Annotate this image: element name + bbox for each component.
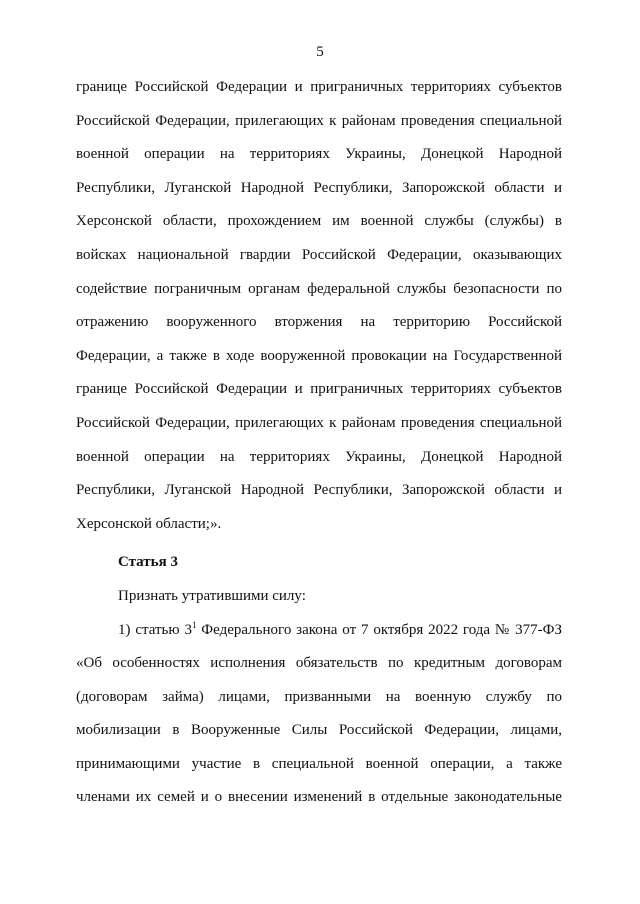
text-line: Российской Федерации, прилегающих к районам проведения специальной: [76, 112, 562, 129]
list-item-rest: Федерального закона от 7 октября 2022 года № 377-ФЗ: [196, 621, 562, 638]
article-heading: Статья 3: [118, 554, 178, 571]
text-line: (договорам займа) лицами, призванными на военную службу по: [76, 688, 562, 705]
text-line: содействие пограничным органам федеральной службы безопасности по: [76, 280, 562, 297]
text-line: отражению вооруженного вторжения на территорию Российской: [76, 314, 562, 331]
list-item-prefix: 1) статью 3: [118, 621, 192, 638]
text-line: Республики, Луганской Народной Республики, Запорожской области и: [76, 482, 562, 499]
article-intro: Признать утратившими силу:: [118, 587, 306, 604]
paragraph-continuation: [76, 71, 562, 541]
text-line: границе Российской Федерации и приграничных территориях субъектов: [76, 381, 562, 398]
text-line: принимающими участие в специальной военной операции, а также: [76, 755, 562, 772]
page-number: 5: [316, 44, 324, 60]
text-line: Херсонской области, прохождением им военной службы (службы) в: [76, 213, 562, 230]
text-line: Федерации, а также в ходе вооруженной провокации на Государственной: [76, 347, 562, 364]
text-line: членами их семей и о внесении изменений в отдельные законодательные: [76, 789, 562, 806]
document-body: [76, 71, 562, 815]
text-line: войсках национальной гвардии Российской Федерации, оказывающих: [76, 246, 562, 263]
text-line: Херсонской области;».: [76, 515, 222, 532]
superscript: 1: [191, 619, 197, 630]
text-line: военной операции на территориях Украины, Донецкой Народной: [76, 146, 562, 163]
text-line: границе Российской Федерации и приграничных территориях субъектов: [76, 79, 562, 95]
text-line: Российской Федерации, прилегающих к районам проведения специальной: [76, 414, 562, 431]
text-line: «Об особенностях исполнения обязательств по кредитным договорам: [76, 655, 562, 672]
text-line: Республики, Луганской Народной Республики, Запорожской области и: [76, 179, 562, 196]
text-line: военной операции на территориях Украины, Донецкой Народной: [76, 448, 562, 465]
list-item-first-line: [76, 614, 562, 648]
text-line: мобилизации в Вооруженные Силы Российской Федерации, лицами,: [76, 722, 562, 739]
